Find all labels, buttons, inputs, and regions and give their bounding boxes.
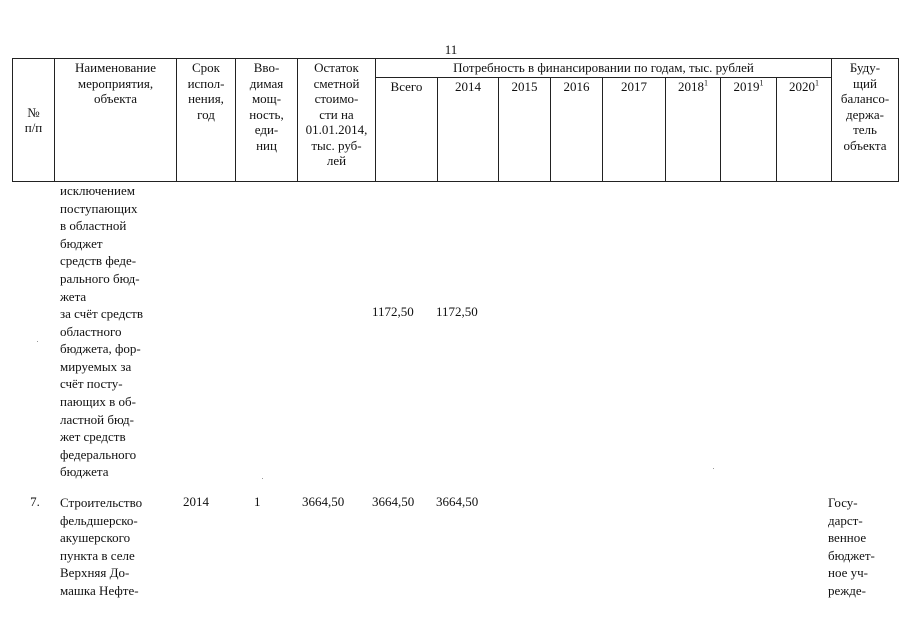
continuation-2014: 1172,50	[436, 304, 478, 319]
footnote-mark: 1	[759, 78, 764, 88]
scan-speck	[713, 468, 714, 469]
row7-term: 2014	[183, 494, 209, 509]
footnote-mark: 1	[815, 78, 819, 88]
table-header	[12, 58, 899, 182]
scan-speck	[37, 341, 38, 342]
header-year-2017: 2017	[603, 78, 666, 182]
header-term: Срок испол- нения, год	[177, 59, 236, 182]
header-year-2014: 2014	[438, 78, 499, 182]
row7-2014: 3664,50	[436, 494, 479, 509]
row7-name: Строительство фельдшерско- акушерского пункта в селе Верхняя До- машка Нефте-	[60, 495, 143, 598]
scan-speck	[262, 478, 263, 479]
header-year-2015: 2015	[499, 78, 551, 182]
row7-number: 7.	[30, 494, 40, 509]
header-remainder: Остаток сметной стоимо- сти на 01.01.2014, тыс. руб- лей	[298, 59, 376, 182]
header-capacity: Вво- димая мощ- ность, еди- ниц	[236, 59, 298, 182]
header-name: Наименование мероприятия, объекта	[55, 59, 177, 182]
header-financing: Потребность в финансировании по годам, тыс. рублей	[376, 59, 832, 78]
header-year-2018: 2018$^1$	[666, 78, 721, 182]
header-year-2020: 2020$^1$	[777, 78, 832, 182]
continuation-name-part1: исключением поступающих в областной бюджет средств феде- рального бюд- жета	[60, 183, 140, 304]
row7-capacity: 1	[254, 494, 261, 509]
footnote-mark: 1	[704, 78, 708, 88]
continuation-total: 1172,50	[372, 304, 414, 319]
header-year-2016: 2016	[551, 78, 603, 182]
row7-holder: Госу- дарст- венное бюджет- ное уч- режде-	[828, 495, 875, 598]
header-number: № п/п	[13, 59, 55, 182]
row7-remainder: 3664,50	[302, 494, 345, 509]
continuation-name-part2: за счёт средств областного бюджета, фор- мируемых за счёт посту- пающих в об- ластной бюд- жет средств федерального бюджета	[60, 306, 143, 480]
header-total: Всего	[376, 78, 438, 182]
header-year-2019: 2019$^1$	[721, 78, 777, 182]
page-number: 11	[444, 42, 458, 57]
header-holder: Буду- щий балансо- держа- тель объекта	[832, 59, 899, 182]
row7-total: 3664,50	[372, 494, 415, 509]
